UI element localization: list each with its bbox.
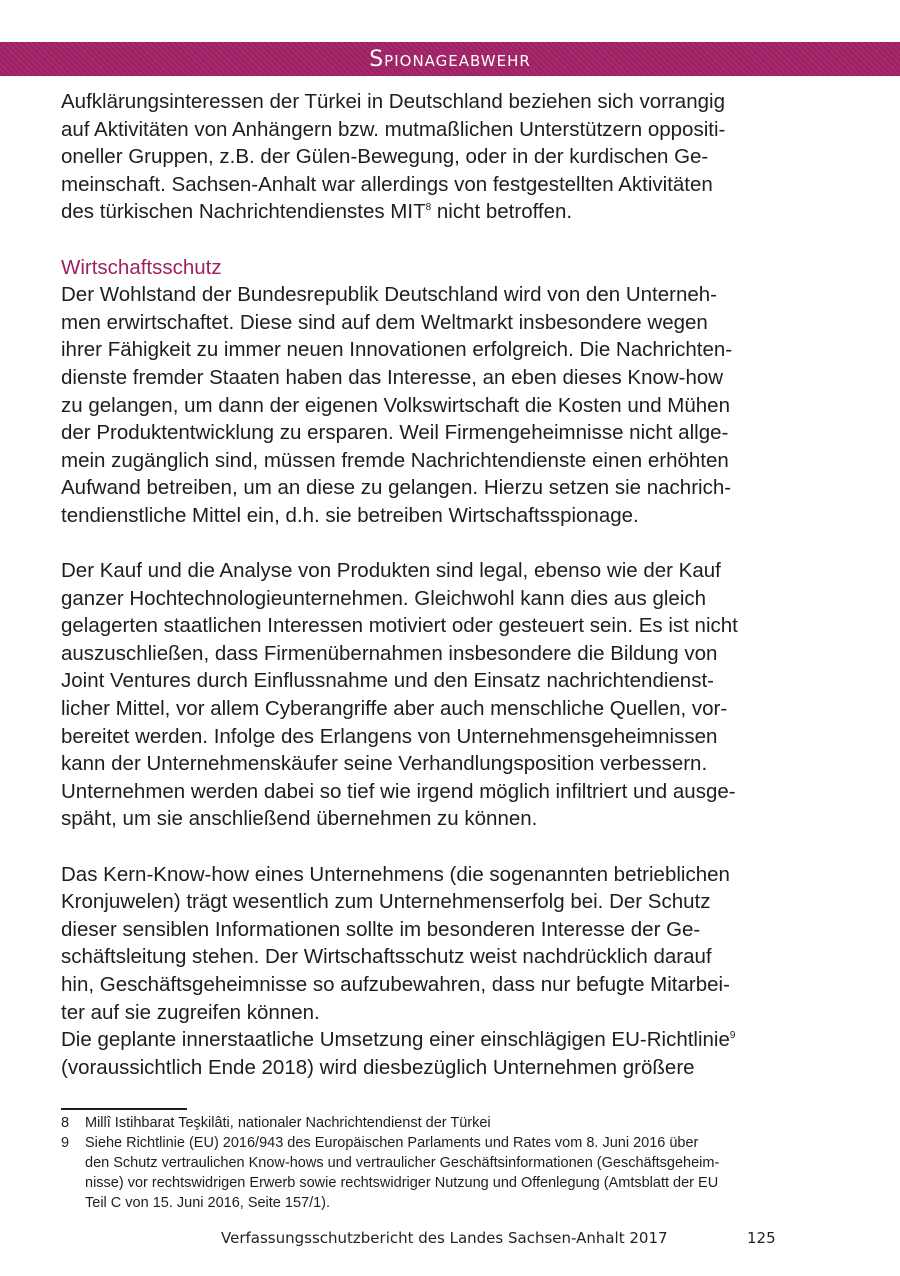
text-line: licher Mittel, vor allem Cyberangriffe aber auch menschliche Quellen, vor- (61, 697, 728, 721)
text-line: meinschaft. Sachsen-Anhalt war allerdings von festgestellten Aktivitäten (61, 172, 713, 196)
text-segment: Die geplante innerstaatliche Umsetzung einer einschlägigen EU-Richtlinie (61, 1028, 730, 1052)
footnote-9 (61, 1133, 851, 1153)
text-line: hin, Geschäftsgeheimnisse so aufzubewahren, dass nur befugte Mitarbei- (61, 973, 730, 996)
text-line: ganzer Hochtechnologieunternehmen. Gleichwohl kann dies aus gleich (61, 586, 707, 610)
text-line: ihrer Fähigkeit zu immer neuen Innovationen erfolgreich. Die Nachrichten- (61, 338, 733, 362)
text-line (61, 198, 841, 226)
section-heading: Wirtschaftsschutz (61, 255, 222, 279)
main-text (61, 88, 841, 1081)
paragraph-4 (61, 1026, 841, 1081)
text-line: (voraussichtlich Ende 2018) wird diesbezüglich Unternehmen größere (61, 1055, 695, 1079)
footnote-text: nisse) vor rechtswidrigen Erwerb sowie rechtswidriger Nutzung und Offenlegung (Amtsblatt der EU (85, 1175, 719, 1191)
footnote-text: Millî Istihbarat Teşkilâti, nationaler Nachrichtendienst der Türkei (85, 1115, 491, 1131)
footnote-number: 9 (61, 1135, 70, 1151)
footnote-8 (61, 1113, 851, 1133)
text-line: dienste fremder Staaten haben das Interesse, an eben dieses Know-how (61, 365, 724, 389)
text-line: Kronjuwelen) trägt wesentlich zum Unternehmenserfolg bei. Der Schutz (61, 890, 711, 914)
text-line: Aufklärungsinteressen der Türkei in Deutschland beziehen sich vorrangig (61, 90, 725, 113)
text-line: kann der Unternehmenskäufer seine Verhandlungsposition verbessern. (61, 752, 708, 776)
text-segment: nicht betroffen. (431, 200, 573, 224)
paragraph-2 (61, 557, 841, 833)
text-line: Joint Ventures durch Einflussnahme und den Einsatz nachrichtendienst- (61, 669, 714, 693)
text-line: oneller Gruppen, z.B. der Gülen-Bewegung, oder in der kurdischen Ge- (61, 145, 709, 169)
section-header-title: Spionageabwehr (369, 47, 531, 72)
text-line: der Produktentwicklung zu ersparen. Weil Firmengeheimnisse nicht allge- (61, 421, 729, 445)
page-footer (0, 1229, 900, 1251)
footnote-divider (61, 1108, 187, 1110)
footer-title: Verfassungsschutzbericht des Landes Sachsen-Anhalt 2017 (221, 1229, 668, 1247)
footnote-text: Siehe Richtlinie (EU) 2016/943 des Europäischen Parlaments und Rates vom 8. Juni 2016 über (85, 1135, 699, 1151)
text-line: tendienstliche Mittel ein, d.h. sie betreiben Wirtschaftsspionage. (61, 503, 639, 527)
paragraph-3 (61, 861, 841, 1027)
section-header-bar (0, 42, 900, 76)
text-line: dieser sensiblen Informationen sollte im besonderen Interesse der Ge- (61, 917, 701, 941)
paragraph-1 (61, 281, 841, 529)
text-line (61, 1026, 841, 1054)
text-line: Aufwand betreiben, um an diese zu gelangen. Hierzu setzen sie nachrich- (61, 476, 732, 500)
text-line: ter auf sie zugreifen können. (61, 1000, 320, 1024)
text-line: zu gelangen, um dann der eigenen Volkswirtschaft die Kosten und Mühen (61, 393, 730, 417)
text-line: Unternehmen werden dabei so tief wie irgend möglich infiltriert und ausge- (61, 779, 736, 803)
text-line: Das Kern-Know-how eines Unternehmens (die sogenannten betrieblichen (61, 862, 730, 886)
text-line: men erwirtschaftet. Diese sind auf dem Weltmarkt insbesondere wegen (61, 310, 708, 334)
text-line: späht, um sie anschließend übernehmen zu können. (61, 807, 538, 831)
footnote-ref-9: 9 (729, 1030, 736, 1042)
page-number: 125 (747, 1229, 776, 1247)
text-line: gelagerten staatlichen Interessen motiviert oder gesteuert sein. Es ist nicht (61, 614, 738, 638)
text-line: schäftsleitung stehen. Der Wirtschaftsschutz weist nachdrücklich darauf (61, 945, 712, 969)
text-line: Der Kauf und die Analyse von Produkten sind legal, ebenso wie der Kauf (61, 559, 721, 583)
text-line: mein zugänglich sind, müssen fremde Nachrichtendienste einen erhöhten (61, 448, 729, 472)
text-line: auf Aktivitäten von Anhängern bzw. mutmaßlichen Unterstützern oppositi- (61, 117, 726, 141)
footnote-ref-8: 8 (425, 202, 432, 214)
text-segment: des türkischen Nachrichtendienstes MIT (61, 200, 426, 224)
footnote-text: Teil C von 15. Juni 2016, Seite 157/1). (85, 1195, 331, 1211)
text-line: bereitet werden. Infolge des Erlangens von Unternehmensgeheimnissen (61, 724, 718, 748)
intro-paragraph (61, 88, 841, 226)
footnotes (61, 1113, 851, 1213)
text-line: auszuschließen, dass Firmenübernahmen insbesondere die Bildung von (61, 641, 718, 665)
text-line: Der Wohlstand der Bundesrepublik Deutschland wird von den Unterneh- (61, 283, 717, 307)
footnote-text: den Schutz vertraulichen Know-hows und vertraulicher Geschäftsinformationen (Geschäftsgeheim- (85, 1155, 720, 1171)
footnote-number: 8 (61, 1115, 70, 1131)
